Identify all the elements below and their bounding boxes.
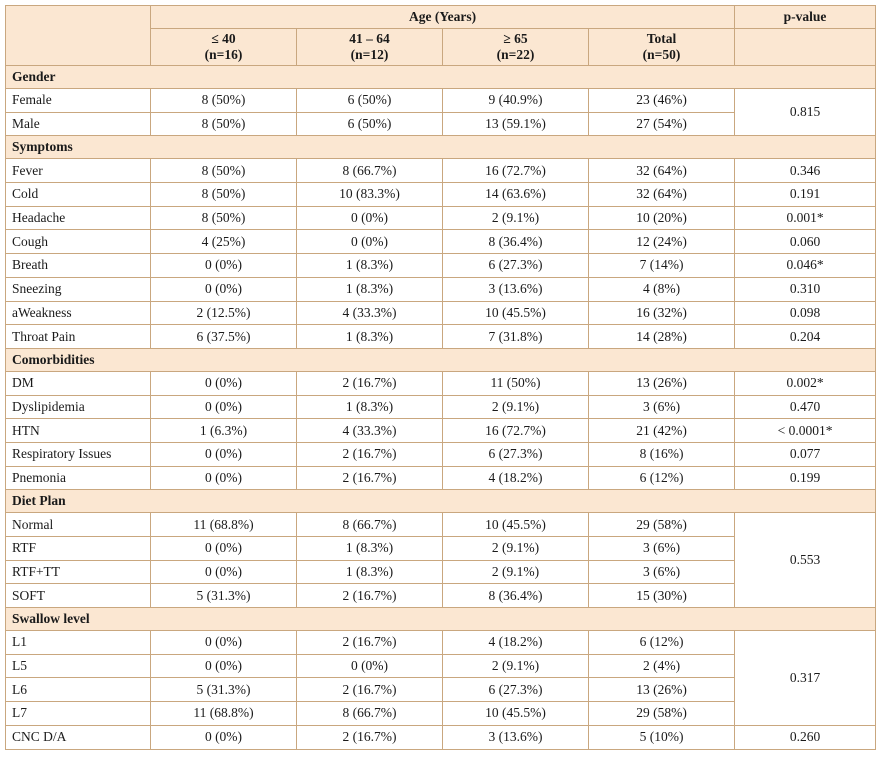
table-cell: 8 (16%) <box>589 442 735 466</box>
pvalue-cell: 0.553 <box>735 513 876 608</box>
row-label: SOFT <box>6 584 151 608</box>
table-cell: 3 (6%) <box>589 537 735 561</box>
table-row <box>6 183 876 207</box>
table-cell: 4 (18.2%) <box>443 631 589 655</box>
table-cell: 4 (18.2%) <box>443 466 589 490</box>
col-header-le40 <box>151 29 297 66</box>
row-label: Normal <box>6 513 151 537</box>
table-cell: 0 (0%) <box>151 277 297 301</box>
pvalue-cell: 0.060 <box>735 230 876 254</box>
table-cell: 1 (8.3%) <box>297 325 443 349</box>
table-cell: 11 (68.8%) <box>151 513 297 537</box>
table-cell: 23 (46%) <box>589 89 735 113</box>
pvalue-cell: 0.260 <box>735 725 876 749</box>
table-cell: 29 (58%) <box>589 702 735 726</box>
table-cell: 1 (8.3%) <box>297 277 443 301</box>
table-cell: 2 (9.1%) <box>443 395 589 419</box>
table-cell: 8 (50%) <box>151 206 297 230</box>
col-header-line1: Total <box>646 31 677 46</box>
table-row <box>6 206 876 230</box>
row-label: aWeakness <box>6 301 151 325</box>
row-label: L6 <box>6 678 151 702</box>
table-cell: 2 (4%) <box>589 654 735 678</box>
table-cell: 10 (20%) <box>589 206 735 230</box>
row-label: RTF+TT <box>6 560 151 584</box>
pvalue-cell: 0.077 <box>735 442 876 466</box>
table-cell: 8 (36.4%) <box>443 584 589 608</box>
table-cell: 15 (30%) <box>589 584 735 608</box>
section-header-row <box>6 490 876 513</box>
pvalue-cell: 0.815 <box>735 89 876 136</box>
table-cell: 6 (27.3%) <box>443 254 589 278</box>
row-label: Headache <box>6 206 151 230</box>
table-cell: 14 (63.6%) <box>443 183 589 207</box>
table-cell: 0 (0%) <box>151 560 297 584</box>
table-cell: 10 (45.5%) <box>443 301 589 325</box>
row-label: Cold <box>6 183 151 207</box>
header-row-1 <box>6 6 876 29</box>
row-label: L7 <box>6 702 151 726</box>
table-cell: 5 (10%) <box>589 725 735 749</box>
table-cell: 0 (0%) <box>151 654 297 678</box>
table-cell: 11 (68.8%) <box>151 702 297 726</box>
row-label: Male <box>6 112 151 136</box>
table-cell: 13 (26%) <box>589 678 735 702</box>
table-row <box>6 159 876 183</box>
table-cell: 13 (59.1%) <box>443 112 589 136</box>
table-cell: 0 (0%) <box>151 442 297 466</box>
table-row <box>6 254 876 278</box>
pvalue-cell: 0.204 <box>735 325 876 349</box>
table-cell: 3 (13.6%) <box>443 725 589 749</box>
table-cell: 8 (66.7%) <box>297 702 443 726</box>
table-cell: 16 (72.7%) <box>443 419 589 443</box>
table-row <box>6 395 876 419</box>
table-cell: 5 (31.3%) <box>151 678 297 702</box>
table-row <box>6 725 876 749</box>
table-cell: 6 (37.5%) <box>151 325 297 349</box>
pvalue-cell: 0.310 <box>735 277 876 301</box>
pvalue-cell: 0.191 <box>735 183 876 207</box>
table-cell: 0 (0%) <box>151 466 297 490</box>
row-label: Respiratory Issues <box>6 442 151 466</box>
table-row <box>6 325 876 349</box>
section-header-row <box>6 66 876 89</box>
table-row <box>6 513 876 537</box>
row-label: Fever <box>6 159 151 183</box>
table-cell: 6 (27.3%) <box>443 678 589 702</box>
row-label: Sneezing <box>6 277 151 301</box>
pvalue-cell: < 0.0001* <box>735 419 876 443</box>
col-header-line2: (n=50) <box>642 47 681 62</box>
row-label: RTF <box>6 537 151 561</box>
row-label: L5 <box>6 654 151 678</box>
pvalue-cell: 0.199 <box>735 466 876 490</box>
header-corner-cell <box>6 6 151 66</box>
row-label: DM <box>6 371 151 395</box>
table-cell: 2 (16.7%) <box>297 631 443 655</box>
col-header-line1: ≤ 40 <box>211 31 236 46</box>
table-cell: 2 (16.7%) <box>297 442 443 466</box>
section-header-row <box>6 136 876 159</box>
pvalue-cell: 0.001* <box>735 206 876 230</box>
col-header-ge65 <box>443 29 589 66</box>
table-cell: 8 (50%) <box>151 112 297 136</box>
table-cell: 13 (26%) <box>589 371 735 395</box>
pvalue-cell: 0.046* <box>735 254 876 278</box>
table-cell: 21 (42%) <box>589 419 735 443</box>
table-cell: 2 (16.7%) <box>297 371 443 395</box>
table-cell: 7 (31.8%) <box>443 325 589 349</box>
col-header-line1: ≥ 65 <box>503 31 528 46</box>
table-row <box>6 442 876 466</box>
table-cell: 0 (0%) <box>151 395 297 419</box>
table-cell: 2 (9.1%) <box>443 206 589 230</box>
table-cell: 8 (50%) <box>151 159 297 183</box>
table-cell: 8 (50%) <box>151 183 297 207</box>
table-cell: 10 (83.3%) <box>297 183 443 207</box>
table-cell: 10 (45.5%) <box>443 702 589 726</box>
pvalue-cell: 0.346 <box>735 159 876 183</box>
section-title: Swallow level <box>6 608 876 631</box>
table-cell: 6 (12%) <box>589 466 735 490</box>
table-row <box>6 466 876 490</box>
row-label: Dyslipidemia <box>6 395 151 419</box>
table-cell: 2 (12.5%) <box>151 301 297 325</box>
table-cell: 0 (0%) <box>151 631 297 655</box>
section-title: Comorbidities <box>6 348 876 371</box>
table-cell: 27 (54%) <box>589 112 735 136</box>
pvalue-header: p-value <box>735 6 876 29</box>
pvalue-subheader <box>735 29 876 66</box>
table-cell: 2 (16.7%) <box>297 466 443 490</box>
pvalue-cell: 0.098 <box>735 301 876 325</box>
row-label: Breath <box>6 254 151 278</box>
table-cell: 14 (28%) <box>589 325 735 349</box>
table-cell: 0 (0%) <box>297 654 443 678</box>
table-cell: 16 (72.7%) <box>443 159 589 183</box>
table-cell: 2 (9.1%) <box>443 537 589 561</box>
section-header-row <box>6 348 876 371</box>
table-cell: 2 (16.7%) <box>297 725 443 749</box>
table-cell: 32 (64%) <box>589 183 735 207</box>
row-label: Pnemonia <box>6 466 151 490</box>
table-cell: 8 (66.7%) <box>297 513 443 537</box>
table-cell: 4 (8%) <box>589 277 735 301</box>
table-cell: 4 (33.3%) <box>297 419 443 443</box>
table-cell: 0 (0%) <box>297 230 443 254</box>
table-cell: 3 (6%) <box>589 395 735 419</box>
table-cell: 0 (0%) <box>151 725 297 749</box>
table-cell: 7 (14%) <box>589 254 735 278</box>
row-label: Female <box>6 89 151 113</box>
row-label: Throat Pain <box>6 325 151 349</box>
col-header-total <box>589 29 735 66</box>
table-cell: 2 (9.1%) <box>443 654 589 678</box>
table-cell: 16 (32%) <box>589 301 735 325</box>
table-body <box>6 66 876 750</box>
table-cell: 1 (8.3%) <box>297 395 443 419</box>
table-row <box>6 277 876 301</box>
row-label: CNC D/A <box>6 725 151 749</box>
table-cell: 6 (50%) <box>297 89 443 113</box>
table-cell: 2 (9.1%) <box>443 560 589 584</box>
age-group-header: Age (Years) <box>151 6 735 29</box>
table-cell: 12 (24%) <box>589 230 735 254</box>
age-group-table <box>5 5 876 750</box>
row-label: L1 <box>6 631 151 655</box>
table-row <box>6 631 876 655</box>
table-cell: 8 (66.7%) <box>297 159 443 183</box>
row-label: HTN <box>6 419 151 443</box>
col-header-line1: 41 – 64 <box>349 31 390 46</box>
section-title: Diet Plan <box>6 490 876 513</box>
table-cell: 4 (25%) <box>151 230 297 254</box>
table-cell: 3 (13.6%) <box>443 277 589 301</box>
table-cell: 1 (8.3%) <box>297 560 443 584</box>
table-cell: 1 (8.3%) <box>297 537 443 561</box>
table-cell: 0 (0%) <box>151 537 297 561</box>
section-title: Gender <box>6 66 876 89</box>
table-row <box>6 301 876 325</box>
table-cell: 1 (6.3%) <box>151 419 297 443</box>
section-header-row <box>6 608 876 631</box>
table-cell: 0 (0%) <box>297 206 443 230</box>
table-cell: 2 (16.7%) <box>297 584 443 608</box>
table-cell: 5 (31.3%) <box>151 584 297 608</box>
table-row <box>6 230 876 254</box>
row-label: Cough <box>6 230 151 254</box>
table-cell: 11 (50%) <box>443 371 589 395</box>
table-cell: 3 (6%) <box>589 560 735 584</box>
col-header-line2: (n=12) <box>350 47 389 62</box>
table-cell: 0 (0%) <box>151 371 297 395</box>
table-cell: 29 (58%) <box>589 513 735 537</box>
pvalue-cell: 0.002* <box>735 371 876 395</box>
table-cell: 8 (36.4%) <box>443 230 589 254</box>
table-cell: 6 (27.3%) <box>443 442 589 466</box>
pvalue-cell: 0.317 <box>735 631 876 726</box>
table-cell: 10 (45.5%) <box>443 513 589 537</box>
table-cell: 9 (40.9%) <box>443 89 589 113</box>
col-header-41-64 <box>297 29 443 66</box>
col-header-line2: (n=22) <box>496 47 535 62</box>
table-cell: 2 (16.7%) <box>297 678 443 702</box>
table-row <box>6 419 876 443</box>
table-cell: 6 (50%) <box>297 112 443 136</box>
col-header-line2: (n=16) <box>204 47 243 62</box>
section-title: Symptoms <box>6 136 876 159</box>
table-cell: 0 (0%) <box>151 254 297 278</box>
table-cell: 4 (33.3%) <box>297 301 443 325</box>
table-row <box>6 371 876 395</box>
table-cell: 8 (50%) <box>151 89 297 113</box>
table-cell: 6 (12%) <box>589 631 735 655</box>
table-cell: 1 (8.3%) <box>297 254 443 278</box>
table-row <box>6 89 876 113</box>
pvalue-cell: 0.470 <box>735 395 876 419</box>
table-cell: 32 (64%) <box>589 159 735 183</box>
